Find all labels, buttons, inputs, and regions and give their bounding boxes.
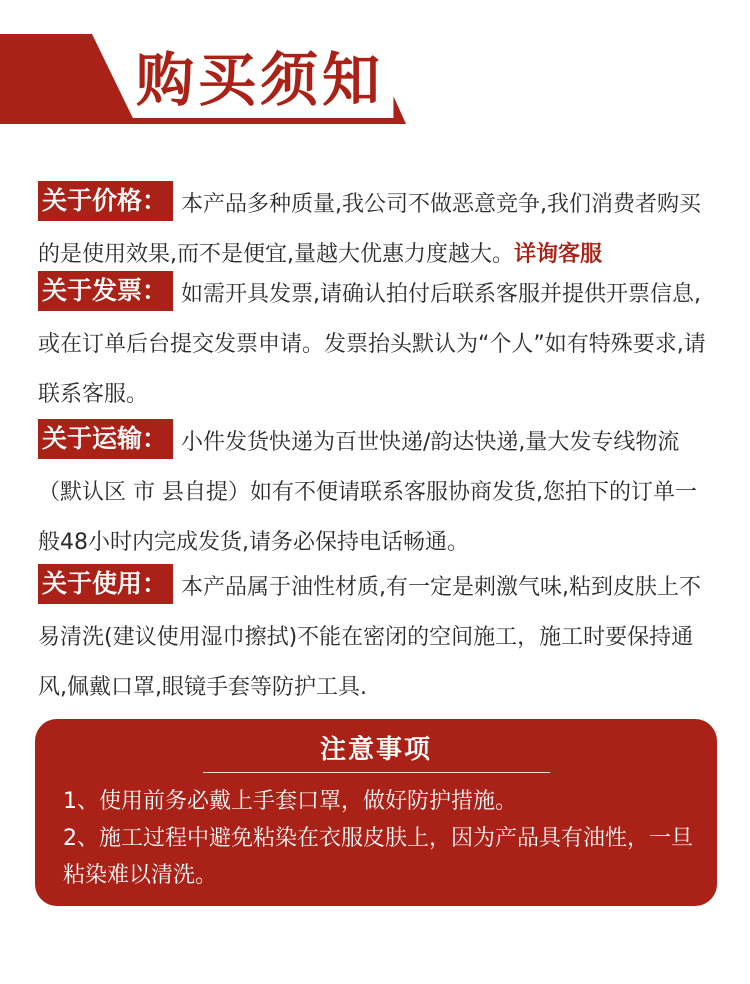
section-usage xyxy=(38,563,718,713)
section-label: 关于价格： xyxy=(38,181,173,221)
section-invoice xyxy=(38,270,718,420)
notice-item: 1、使用前务必戴上手套口罩，做好防护措施。 xyxy=(63,789,517,814)
section-price xyxy=(38,180,718,280)
notice-divider xyxy=(203,772,550,773)
section-label: 关于发票： xyxy=(38,271,173,311)
section-text: 如需开具发票,请确认拍付后联系客服并提供开票信息,或在订单后台提交发票申请。发票抬头默认为“个人”如有特殊要求,请联系客服。 xyxy=(38,282,706,407)
section-shipping xyxy=(38,418,718,568)
notice-title: 注意事项 xyxy=(319,735,432,765)
header-banner xyxy=(0,0,750,135)
contact-service-link[interactable]: 详询客服 xyxy=(514,242,603,267)
page-title: 购买须知 xyxy=(136,46,385,114)
notice-item: 2、施工过程中避免粘染在衣服皮肤上，因为产品具有油性，一旦粘染难以清洗。 xyxy=(63,826,693,888)
section-label: 关于使用： xyxy=(38,564,173,604)
notice-list xyxy=(63,783,713,894)
section-text: 小件发货快递为百世快递/韵达快递,量大发专线物流（默认区 市 县自提）如有不便请联系客服协商发货,您拍下的订单一般48小时内完成发货,请务必保持电话畅通。 xyxy=(38,430,697,555)
section-label: 关于运输： xyxy=(38,419,173,459)
notice-box xyxy=(35,719,717,906)
section-text: 本产品多种质量,我公司不做恶意竞争,我们消费者购买的是使用效果,而不是便宜,量越大优惠力度越大。 xyxy=(38,192,702,267)
section-text: 本产品属于油性材质,有一定是刺激气味,粘到皮肤上不易清洗(建议使用湿巾擦拭)不能在密闭的空间施工，施工时要保持通风,佩戴口罩,眼镜手套等防护工具. xyxy=(38,575,702,700)
